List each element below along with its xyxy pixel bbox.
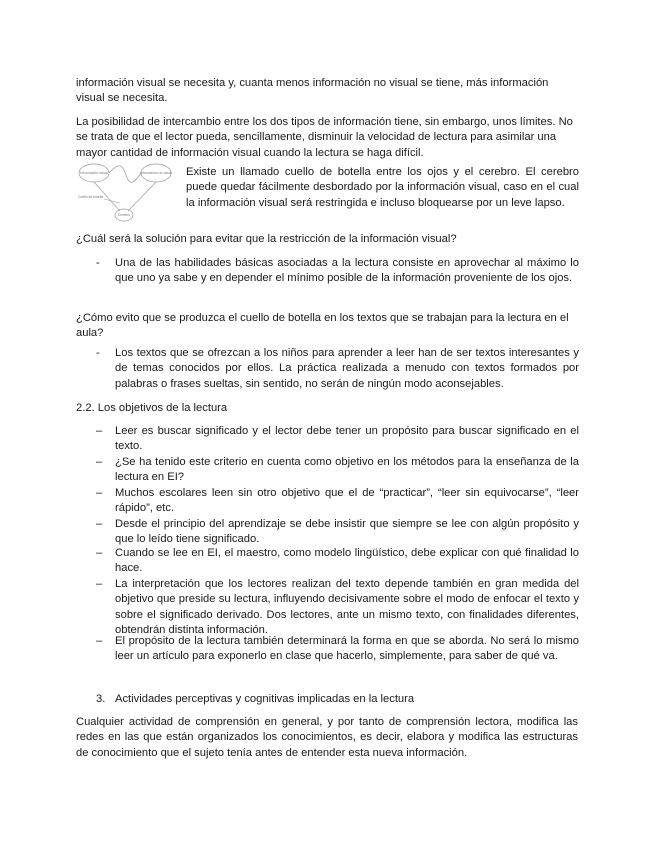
objective-item: La interpretación que los lectores realizan del texto depende también en gran medida del objetivo que preside su lectura, influyendo decisivamente sobre el modo de enfocar el texto y sobre el significado derivado. Dos lectores, ante un mismo texto, con finalidades diferentes, obtendrán distinta información. [115,578,579,637]
paragraph-exchange-limits: La posibilidad de intercambio entre los dos tipos de información tiene, sin embargo, unos límites. No se trata de que el lector pueda, sencillamente, disminuir la velocidad de lectura para asimilar una mayor cantidad de información visual cuando la lectura se haga difícil. [76,116,573,159]
objective-item: El propósito de la lectura también determinará la forma en que se aborda. No será lo mismo leer un artículo para exponerlo en clase que hacerlo, simplemente, para saber de qué va. [115,635,579,663]
dash-marker: – [96,547,103,559]
dash-marker: – [96,487,103,499]
dash-marker: – [96,635,103,647]
objective-item: Leer es buscar significado y el lector debe tener un propósito para buscar significado en el texto. [115,425,579,453]
bullet-marker: - [96,257,100,269]
paragraph-bottleneck: Existe un llamado cuello de botella entre los ojos y el cerebro. El cerebro puede quedar fácilmente desbordado por la información visual, caso en el cual la información visual será restringida e incluso bloquearse por un leve lapso. [186,166,579,209]
dash-marker: – [96,425,103,437]
label-bottleneck: Cuello de botella [78,195,104,199]
bullet-marker: - [96,347,100,359]
dash-marker: – [96,518,103,530]
bullet-texts-for-children: Los textos que se ofrezcan a los niños para aprender a leer han de ser textos interesantes y de temas conocidos por ellos. La práctica realizada a menudo con textos formados por palabras o frases sueltas, sin sentido, no serán de ningún modo aconsejables. [115,347,579,390]
section-heading-activities: Actividades perceptivas y cognitivas implicadas en la lectura [115,693,415,705]
dash-marker: – [96,578,103,590]
label-nonvisual: Información no visual [139,171,173,175]
question-restriction: ¿Cuál será la solución para evitar que la restricción de la información visual? [76,233,457,245]
bullet-basic-skill: Una de las habilidades básicas asociadas a la lectura consiste en aprovechar al máximo lo que uno ya sabe y en depender el mínimo posible de la información proveniente de los ojos. [115,257,579,285]
bottleneck-diagram-svg [76,161,176,223]
paragraph-comprehension: Cualquier actividad de comprensión en general, y por tanto de comprensión lectora, modifica las redes en las que están organizados los conocimientos, es decir, elabora y modifica las estructuras de conocimiento que el sujeto tenía antes de entender esta nueva información. [76,716,578,759]
label-brain: Cerebro [117,213,131,217]
objective-item: Muchos escolares leen sin otro objetivo que el de “practicar”, “leer sin equivocarse”, “leer rápido”, etc. [115,487,579,515]
bottleneck-curve [109,166,141,183]
question-avoid-bottleneck: ¿Cómo evito que se produzca el cuello de botella en los textos que se trabajan para la lectura en el aula? [76,312,569,340]
connector-right [128,182,156,211]
label-visual: Información visual [80,171,108,175]
bottleneck-diagram [76,161,176,223]
objective-item: ¿Se ha tenido este criterio en cuenta como objetivo en los métodos para la enseñanza de la lectura en EI? [115,456,579,484]
paragraph-intro: información visual se necesita y, cuanta menos información no visual se tiene, más información visual se necesita. [76,77,549,105]
section-number: 3. [96,693,106,705]
objective-item: Cuando se lee en EI, el maestro, como modelo lingüístico, debe explicar con qué finalidad lo hace. [115,547,579,575]
dash-marker: – [96,456,103,468]
section-heading-objectives: 2.2. Los objetivos de la lectura [76,402,228,414]
objective-item: Desde el principio del aprendizaje se debe insistir que siempre se lee con algún propósito y que lo leído tiene significado. [115,518,579,546]
